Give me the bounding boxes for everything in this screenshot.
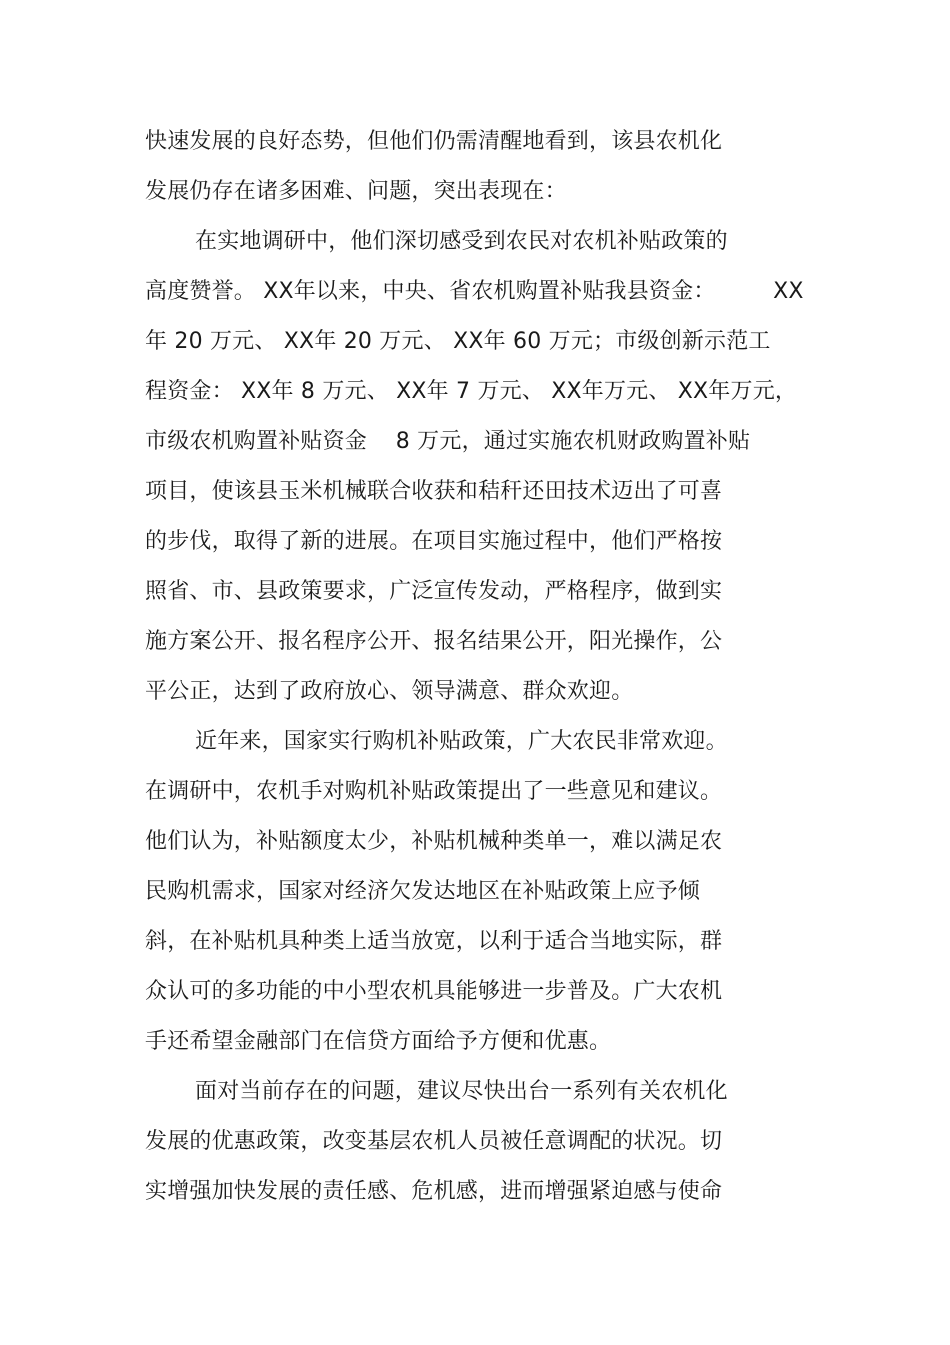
text-line: 民购机需求，国家对经济欠发达地区在补贴政策上应予倾	[145, 879, 701, 904]
text-line: 平公正，达到了政府放心、领导满意、群众欢迎。	[145, 679, 634, 704]
paragraph-start-line: 近年来，国家实行购机补贴政策，广大农民非常欢迎。	[195, 729, 728, 754]
paragraph-start-line: 面对当前存在的问题，建议尽快出台一系列有关农机化	[195, 1079, 728, 1104]
text-line: 手还希望金融部门在信贷方面给予方便和优惠。	[145, 1029, 612, 1054]
text-line: 发展仍存在诸多困难、问题，突出表现在：	[145, 179, 567, 204]
text-line: 高度赞誉。 XX年以来，中央、省农机购置补贴我县资金： XX	[145, 279, 804, 304]
text-line: 年 20 万元、 XX年 20 万元、 XX年 60 万元；市级创新示范工	[145, 329, 771, 354]
text-line: 斜，在补贴机具种类上适当放宽，以利于适合当地实际，群	[145, 929, 723, 954]
text-line: 他们认为，补贴额度太少，补贴机械种类单一，难以满足农	[145, 829, 723, 854]
text-line: 发展的优惠政策，改变基层农机人员被任意调配的状况。切	[145, 1129, 723, 1154]
paragraph-start-line: 在实地调研中，他们深切感受到农民对农机补贴政策的	[195, 229, 728, 254]
text-line: 的步伐，取得了新的进展。在项目实施过程中，他们严格按	[145, 529, 723, 554]
text-line: 众认可的多功能的中小型农机具能够进一步普及。广大农机	[145, 979, 723, 1004]
text-line: 在调研中，农机手对购机补贴政策提出了一些意见和建议。	[145, 779, 723, 804]
text-line: 项目，使该县玉米机械联合收获和秸秆还田技术迈出了可喜	[145, 479, 723, 504]
text-line: 实增强加快发展的责任感、危机感，进而增强紧迫感与使命	[145, 1179, 723, 1204]
text-line: 快速发展的良好态势，但他们仍需清醒地看到，该县农机化	[145, 129, 723, 154]
text-line: 市级农机购置补贴资金 8 万元，通过实施农机财政购置补贴	[145, 429, 751, 454]
text-line: 照省、市、县政策要求，广泛宣传发动，严格程序，做到实	[145, 579, 723, 604]
text-line: 程资金： XX年 8 万元、 XX年 7 万元、 XX年万元、 XX年万元，	[145, 379, 798, 404]
text-line: 施方案公开、报名程序公开、报名结果公开，阳光操作，公	[145, 629, 723, 654]
